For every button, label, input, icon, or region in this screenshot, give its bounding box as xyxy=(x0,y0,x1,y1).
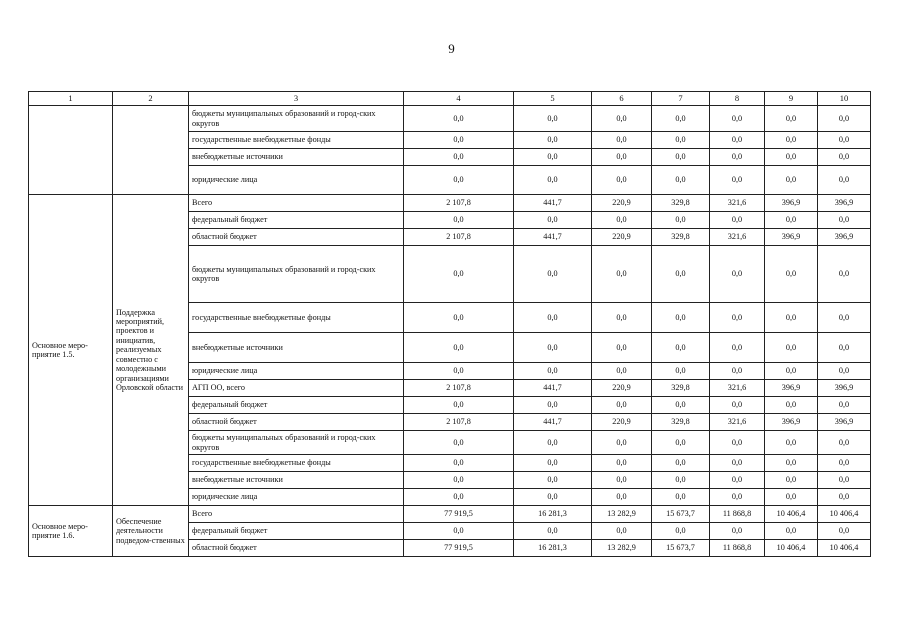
value-cell: 0,0 xyxy=(765,472,818,489)
value-cell: 0,0 xyxy=(404,303,514,333)
column-header: 2 xyxy=(113,92,189,106)
column-header: 1 xyxy=(29,92,113,106)
value-cell: 0,0 xyxy=(818,212,871,229)
value-cell: 0,0 xyxy=(710,149,765,166)
funding-source-cell: Всего xyxy=(189,506,404,523)
value-cell: 0,0 xyxy=(514,106,592,132)
value-cell: 0,0 xyxy=(710,397,765,414)
value-cell: 0,0 xyxy=(652,431,710,455)
funding-source-cell: внебюджетные источники xyxy=(189,149,404,166)
value-cell: 0,0 xyxy=(592,455,652,472)
activity-name-cell xyxy=(113,106,189,195)
value-cell: 2 107,8 xyxy=(404,380,514,397)
value-cell: 0,0 xyxy=(652,166,710,195)
value-cell: 0,0 xyxy=(818,363,871,380)
value-cell: 0,0 xyxy=(710,212,765,229)
value-cell: 0,0 xyxy=(652,333,710,363)
value-cell: 396,9 xyxy=(818,195,871,212)
funding-source-cell: государственные внебюджетные фонды xyxy=(189,455,404,472)
funding-source-cell: АГП ОО, всего xyxy=(189,380,404,397)
funding-source-cell: бюджеты муниципальных образований и город-ских округов xyxy=(189,431,404,455)
activity-number-cell xyxy=(29,106,113,195)
funding-source-cell: юридические лица xyxy=(189,166,404,195)
value-cell: 220,9 xyxy=(592,380,652,397)
value-cell: 0,0 xyxy=(404,132,514,149)
value-cell: 0,0 xyxy=(652,149,710,166)
value-cell: 0,0 xyxy=(404,333,514,363)
value-cell: 0,0 xyxy=(818,166,871,195)
value-cell: 0,0 xyxy=(514,149,592,166)
value-cell: 0,0 xyxy=(652,106,710,132)
value-cell: 0,0 xyxy=(710,472,765,489)
value-cell: 0,0 xyxy=(818,397,871,414)
value-cell: 0,0 xyxy=(710,166,765,195)
value-cell: 0,0 xyxy=(592,106,652,132)
value-cell: 0,0 xyxy=(710,333,765,363)
activity-number-cell: Основное меро-приятие 1.5. xyxy=(29,195,113,506)
value-cell: 0,0 xyxy=(652,397,710,414)
value-cell: 10 406,4 xyxy=(818,540,871,557)
value-cell: 0,0 xyxy=(818,106,871,132)
activity-name-cell: Обеспечение деятельности подведом-ственных xyxy=(113,506,189,557)
value-cell: 0,0 xyxy=(592,363,652,380)
value-cell: 396,9 xyxy=(765,195,818,212)
funding-source-cell: юридические лица xyxy=(189,489,404,506)
value-cell: 0,0 xyxy=(592,472,652,489)
column-header: 10 xyxy=(818,92,871,106)
value-cell: 2 107,8 xyxy=(404,414,514,431)
budget-table xyxy=(28,91,871,557)
value-cell: 0,0 xyxy=(710,431,765,455)
value-cell: 0,0 xyxy=(652,303,710,333)
value-cell: 220,9 xyxy=(592,195,652,212)
value-cell: 0,0 xyxy=(710,246,765,303)
value-cell: 0,0 xyxy=(404,397,514,414)
table-row xyxy=(29,195,871,212)
value-cell: 321,6 xyxy=(710,195,765,212)
funding-source-cell: внебюджетные источники xyxy=(189,472,404,489)
funding-source-cell: внебюджетные источники xyxy=(189,333,404,363)
value-cell: 396,9 xyxy=(765,414,818,431)
table-header xyxy=(29,92,871,106)
funding-source-cell: федеральный бюджет xyxy=(189,523,404,540)
page-number: 9 xyxy=(448,41,455,56)
value-cell: 0,0 xyxy=(404,489,514,506)
value-cell: 0,0 xyxy=(514,431,592,455)
value-cell: 0,0 xyxy=(514,455,592,472)
value-cell: 0,0 xyxy=(652,212,710,229)
value-cell: 0,0 xyxy=(404,431,514,455)
value-cell: 2 107,8 xyxy=(404,229,514,246)
value-cell: 0,0 xyxy=(404,455,514,472)
value-cell: 0,0 xyxy=(818,431,871,455)
value-cell: 0,0 xyxy=(765,523,818,540)
value-cell: 16 281,3 xyxy=(514,506,592,523)
table-row xyxy=(29,106,871,132)
value-cell: 396,9 xyxy=(818,414,871,431)
value-cell: 0,0 xyxy=(710,132,765,149)
value-cell: 0,0 xyxy=(765,303,818,333)
value-cell: 329,8 xyxy=(652,229,710,246)
funding-source-cell: областной бюджет xyxy=(189,229,404,246)
value-cell: 0,0 xyxy=(710,303,765,333)
header-row xyxy=(29,92,871,106)
value-cell: 0,0 xyxy=(514,303,592,333)
value-cell: 0,0 xyxy=(592,397,652,414)
value-cell: 329,8 xyxy=(652,380,710,397)
column-header: 4 xyxy=(404,92,514,106)
value-cell: 13 282,9 xyxy=(592,506,652,523)
value-cell: 0,0 xyxy=(514,333,592,363)
value-cell: 220,9 xyxy=(592,414,652,431)
column-header: 7 xyxy=(652,92,710,106)
value-cell: 0,0 xyxy=(818,333,871,363)
funding-source-cell: государственные внебюджетные фонды xyxy=(189,303,404,333)
value-cell: 0,0 xyxy=(710,523,765,540)
value-cell: 0,0 xyxy=(404,246,514,303)
column-header: 8 xyxy=(710,92,765,106)
column-header: 9 xyxy=(765,92,818,106)
value-cell: 0,0 xyxy=(765,149,818,166)
value-cell: 0,0 xyxy=(592,489,652,506)
value-cell: 0,0 xyxy=(514,212,592,229)
value-cell: 0,0 xyxy=(710,489,765,506)
value-cell: 0,0 xyxy=(818,246,871,303)
value-cell: 0,0 xyxy=(652,455,710,472)
value-cell: 0,0 xyxy=(710,106,765,132)
value-cell: 0,0 xyxy=(514,363,592,380)
value-cell: 396,9 xyxy=(765,380,818,397)
value-cell: 77 919,5 xyxy=(404,506,514,523)
value-cell: 0,0 xyxy=(592,212,652,229)
value-cell: 0,0 xyxy=(592,431,652,455)
funding-source-cell: юридические лица xyxy=(189,363,404,380)
value-cell: 0,0 xyxy=(592,149,652,166)
value-cell: 220,9 xyxy=(592,229,652,246)
value-cell: 0,0 xyxy=(710,363,765,380)
funding-source-cell: федеральный бюджет xyxy=(189,397,404,414)
value-cell: 0,0 xyxy=(514,472,592,489)
value-cell: 0,0 xyxy=(404,363,514,380)
value-cell: 0,0 xyxy=(765,431,818,455)
column-header: 6 xyxy=(592,92,652,106)
value-cell: 0,0 xyxy=(652,523,710,540)
value-cell: 10 406,4 xyxy=(765,540,818,557)
value-cell: 16 281,3 xyxy=(514,540,592,557)
value-cell: 329,8 xyxy=(652,195,710,212)
value-cell: 0,0 xyxy=(592,303,652,333)
value-cell: 11 868,8 xyxy=(710,506,765,523)
value-cell: 441,7 xyxy=(514,195,592,212)
value-cell: 0,0 xyxy=(765,333,818,363)
value-cell: 0,0 xyxy=(652,246,710,303)
value-cell: 321,6 xyxy=(710,229,765,246)
value-cell: 0,0 xyxy=(514,397,592,414)
funding-source-cell: государственные внебюджетные фонды xyxy=(189,132,404,149)
value-cell: 77 919,5 xyxy=(404,540,514,557)
value-cell: 0,0 xyxy=(514,166,592,195)
value-cell: 10 406,4 xyxy=(818,506,871,523)
value-cell: 0,0 xyxy=(818,303,871,333)
funding-source-cell: бюджеты муниципальных образований и город-ских округов xyxy=(189,246,404,303)
activity-number-cell: Основное меро-приятие 1.6. xyxy=(29,506,113,557)
value-cell: 15 673,7 xyxy=(652,540,710,557)
value-cell: 441,7 xyxy=(514,414,592,431)
value-cell: 0,0 xyxy=(818,472,871,489)
funding-source-cell: областной бюджет xyxy=(189,414,404,431)
value-cell: 0,0 xyxy=(765,489,818,506)
value-cell: 0,0 xyxy=(404,472,514,489)
value-cell: 0,0 xyxy=(592,523,652,540)
value-cell: 0,0 xyxy=(710,455,765,472)
value-cell: 0,0 xyxy=(765,132,818,149)
value-cell: 0,0 xyxy=(404,149,514,166)
funding-source-cell: областной бюджет xyxy=(189,540,404,557)
value-cell: 0,0 xyxy=(404,106,514,132)
value-cell: 321,6 xyxy=(710,414,765,431)
value-cell: 0,0 xyxy=(592,132,652,149)
value-cell: 0,0 xyxy=(818,489,871,506)
value-cell: 0,0 xyxy=(765,106,818,132)
value-cell: 321,6 xyxy=(710,380,765,397)
value-cell: 0,0 xyxy=(818,132,871,149)
value-cell: 0,0 xyxy=(765,455,818,472)
value-cell: 0,0 xyxy=(765,166,818,195)
table-row xyxy=(29,506,871,523)
value-cell: 441,7 xyxy=(514,229,592,246)
value-cell: 0,0 xyxy=(652,472,710,489)
value-cell: 0,0 xyxy=(818,523,871,540)
activity-name-cell: Поддержка мероприятий, проектов и инициатив, реализуемых совместно с молодежными организациями Орловской области xyxy=(113,195,189,506)
value-cell: 0,0 xyxy=(765,212,818,229)
value-cell: 0,0 xyxy=(652,132,710,149)
value-cell: 0,0 xyxy=(592,246,652,303)
value-cell: 0,0 xyxy=(514,523,592,540)
value-cell: 0,0 xyxy=(514,132,592,149)
table-body xyxy=(29,106,871,557)
value-cell: 0,0 xyxy=(652,489,710,506)
funding-source-cell: Всего xyxy=(189,195,404,212)
value-cell: 441,7 xyxy=(514,380,592,397)
column-header: 3 xyxy=(189,92,404,106)
value-cell: 0,0 xyxy=(765,397,818,414)
value-cell: 0,0 xyxy=(514,489,592,506)
funding-source-cell: федеральный бюджет xyxy=(189,212,404,229)
value-cell: 0,0 xyxy=(592,333,652,363)
value-cell: 396,9 xyxy=(818,380,871,397)
value-cell: 0,0 xyxy=(818,149,871,166)
value-cell: 0,0 xyxy=(818,455,871,472)
value-cell: 13 282,9 xyxy=(592,540,652,557)
value-cell: 0,0 xyxy=(404,166,514,195)
funding-source-cell: бюджеты муниципальных образований и город-ских округов xyxy=(189,106,404,132)
value-cell: 0,0 xyxy=(765,363,818,380)
value-cell: 329,8 xyxy=(652,414,710,431)
value-cell: 396,9 xyxy=(818,229,871,246)
value-cell: 0,0 xyxy=(404,523,514,540)
value-cell: 0,0 xyxy=(652,363,710,380)
value-cell: 0,0 xyxy=(592,166,652,195)
value-cell: 0,0 xyxy=(514,246,592,303)
value-cell: 396,9 xyxy=(765,229,818,246)
value-cell: 0,0 xyxy=(404,212,514,229)
value-cell: 0,0 xyxy=(765,246,818,303)
value-cell: 2 107,8 xyxy=(404,195,514,212)
value-cell: 10 406,4 xyxy=(765,506,818,523)
value-cell: 15 673,7 xyxy=(652,506,710,523)
column-header: 5 xyxy=(514,92,592,106)
value-cell: 11 868,8 xyxy=(710,540,765,557)
